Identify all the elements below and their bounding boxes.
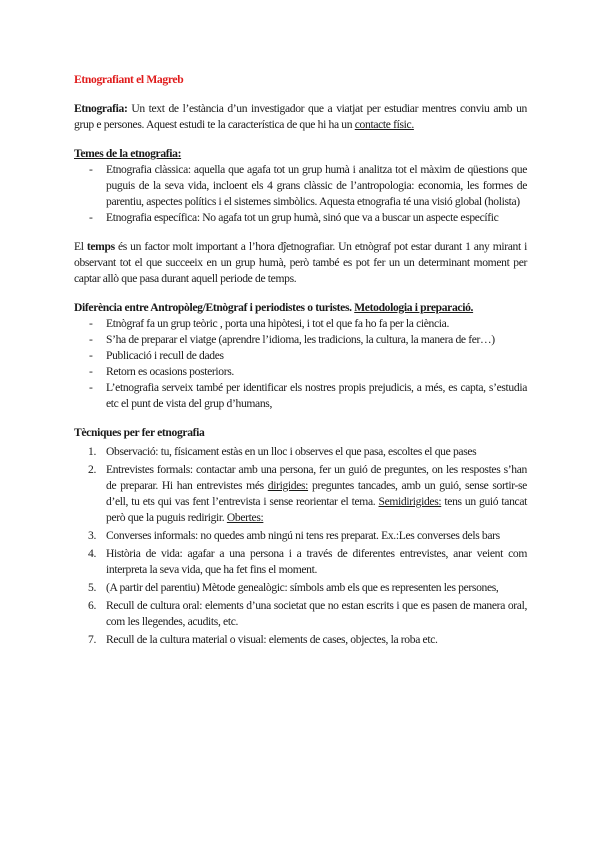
item-number: 5. xyxy=(88,581,96,594)
list-item xyxy=(74,528,527,544)
list-item xyxy=(74,444,527,460)
definition-underlined: contacte físic. xyxy=(354,118,414,131)
temps-paragraph xyxy=(74,239,527,287)
temps-before: El xyxy=(74,240,87,253)
list-item: - S’ha de preparar el viatge (aprendre l’idioma, les tradicions, la cultura, la manera de fer…) xyxy=(74,332,527,348)
list-item: - Etnografia específica: No agafa tot un grup humà, sinó que va a buscar un aspecte específic xyxy=(74,210,527,226)
document-page xyxy=(74,72,527,650)
diferencia-heading-underlined: Metodologia i preparació. xyxy=(354,301,474,314)
item-number: 3. xyxy=(88,529,96,542)
tecniques-list xyxy=(74,444,527,648)
item-underlined: Obertes: xyxy=(226,511,264,524)
definition-term: Etnografia: xyxy=(74,102,128,115)
temps-bold: temps xyxy=(86,240,115,253)
item-number: 6. xyxy=(88,599,96,612)
list-item xyxy=(74,632,527,648)
diferencia-heading-line xyxy=(74,300,527,316)
item-text: (A partir del parentiu) Mètode genealògic: símbols amb els que es representen les persones, xyxy=(106,581,499,594)
item-text: Recull de la cultura material o visual: elements de cases, objectes, la roba etc. xyxy=(106,633,438,646)
item-underlined: Semidirigides: xyxy=(378,495,442,508)
list-item: - Etnografia clàssica: aquella que agafa tot un grup humà i analitza tot el màxim de qüestions que puguis de la seva vida, incloent els 4 grans clàssic de l’antropologia: economia, les formes de parentiu, aspectes polítics i el sistemes simbòlics. Aquesta etnografia té una visió global (holista) xyxy=(74,162,527,210)
diferencia-section xyxy=(74,300,527,412)
list-item xyxy=(74,598,527,630)
tecniques-heading: Tècniques per fer etnografia xyxy=(74,426,205,439)
diferencia-heading: Diferència entre Antropòleg/Etnògraf i periodistes o turistes. xyxy=(74,301,352,314)
definition-paragraph xyxy=(74,101,527,133)
item-text: tens un guió tancat però que la puguis redirigir. xyxy=(106,495,527,524)
item-number: 7. xyxy=(88,633,96,646)
item-text: Entrevistes formals: contactar amb una persona, fer un guió de preguntes, on les respostes s’han de preparar. Hi han entrevistes més xyxy=(106,463,527,492)
item-number: 1. xyxy=(88,445,96,458)
list-item xyxy=(74,580,527,596)
item-text: Recull de cultura oral: elements d’una societat que no estan escrits i que es pasen de manera oral, com les llegendes, acudits, etc. xyxy=(106,599,527,628)
diferencia-list xyxy=(74,316,527,412)
item-text: Història de vida: agafar a una persona i a través de diferentes entrevistes, anar veient com interpreta la seva vida, que ha fet fins el moment. xyxy=(106,547,527,576)
list-item: - Retorn es ocasions posteriors. xyxy=(74,364,527,380)
definition-text: Un text de l’estància d’un investigador que a viatjat per estudiar mentres conviu amb un grup e persones. Aquest estudi te la característica de que hi ha un xyxy=(74,102,527,131)
temes-section xyxy=(74,146,527,226)
list-item xyxy=(74,546,527,578)
list-item xyxy=(74,462,527,526)
item-number: 4. xyxy=(88,547,96,560)
item-number: 2. xyxy=(88,463,96,476)
item-text: Observació: tu, físicament estàs en un lloc i observes el que pasa, escoltes el que pases xyxy=(106,445,477,458)
item-underlined: dirigides: xyxy=(267,479,309,492)
item-text: preguntes tancades, amb un guió, sense sortir-se d’ell, tu ets qui vas fent l’entrevista i sense reorientar el tema. xyxy=(106,479,527,508)
item-text: Converses informals: no quedes amb ningú ni tens res preparat. Ex.:Les converses dels bars xyxy=(106,529,500,542)
temes-list xyxy=(74,162,527,226)
temps-after: és un factor molt important a l’hora dĵetnografiar. Un etnògraf pot estar durant 1 any mirant i observant tot el que succeeix en un grup humà, però també es pot fer un un determinant moment per captar allò que pasa durant aquell periode de temps. xyxy=(74,240,527,285)
list-item: - L’etnografia serveix també per identificar els nostres propis prejudicis, a més, es capta, s’estudia etc el punt de vista del grup d’humans, xyxy=(74,380,527,412)
list-item: - Etnògraf fa un grup teòric , porta una hipòtesi, i tot el que fa ho fa per la ciència. xyxy=(74,316,527,332)
temes-heading: Temes de la etnografia: xyxy=(74,147,182,160)
tecniques-section xyxy=(74,425,527,648)
document-title: Etnografiant el Magreb xyxy=(74,73,184,86)
list-item: - Publicació i recull de dades xyxy=(74,348,527,364)
